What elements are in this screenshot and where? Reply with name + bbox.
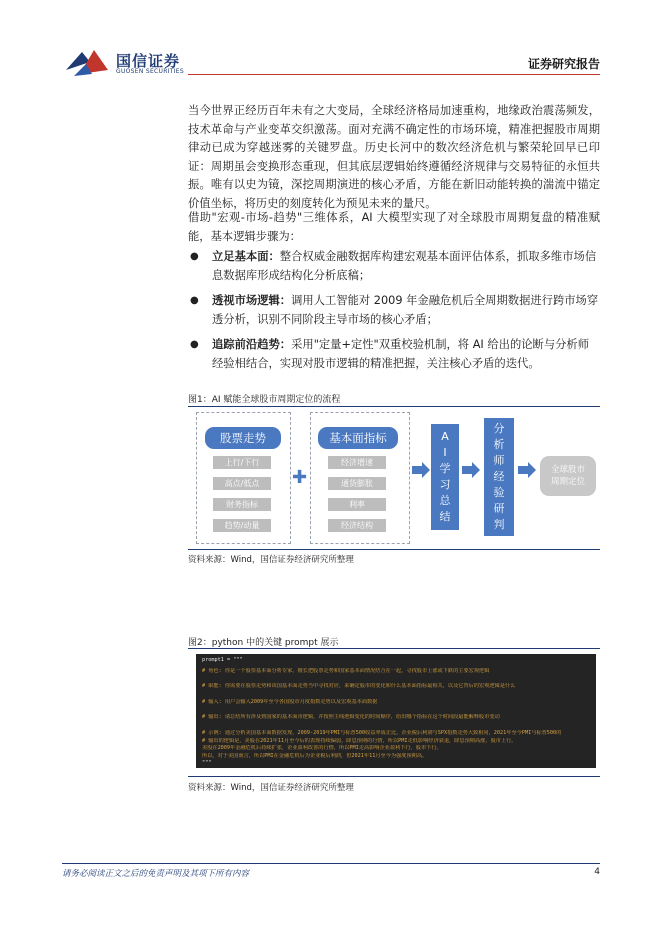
fundamental-item-rates: 利率 <box>328 498 386 511</box>
logic-steps-list <box>188 248 600 381</box>
global-cycle-result <box>540 456 596 496</box>
brand-name-en: GUOSEN SECURITIES <box>116 68 185 75</box>
arrow-right-icon <box>518 462 536 478</box>
analyst-box-char: 析 <box>493 438 505 451</box>
figure1-source: 资料来源：Wind，国信证券经济研究所整理 <box>188 555 354 565</box>
ai-box-char: 学 <box>439 462 451 475</box>
ai-box-char: 总 <box>439 494 451 507</box>
list-item <box>188 336 600 373</box>
ai-summary-box <box>431 424 459 530</box>
list-item-text: 采用"定量+定性"双重校验机制，将 AI 给出的论断与分析师经验相结合，实现对股市逻辑的精准把握，关注核心矛盾的迭代。 <box>212 338 590 370</box>
code-line: # 输出的逻辑是，美股在2021年11月至今后的表现持续偏弱，降息预期的行情，所以PMI走低影响经济衰退，降息预期高涨，股市上行。 <box>202 737 517 744</box>
fundamental-item-structure: 经济结构 <box>328 519 386 532</box>
figure2-top-rule <box>188 648 600 649</box>
list-item-text: 调用人工智能对 2009 年金融危机后全周期数据进行跨市场穿透分析，识别不同阶段主导市场的核心矛盾； <box>212 294 599 326</box>
figure1-caption: 图1：AI 赋能全球股市周期定位的流程 <box>188 395 341 405</box>
code-line: # 输入: 用户会输入2009年至今各国股市月度指数走势以及宏观基本面数据 <box>202 698 378 705</box>
stock-item-high-low: 高点/低点 <box>213 477 271 490</box>
page-number: 4 <box>594 867 600 877</box>
analyst-box-char: 验 <box>493 486 505 499</box>
code-line: # 职能: 你需要在股票走势和该国基本面走势当中寻找对应，来确定股市的变化和什么基本面指标最相关，以及它背后的宏观逻辑是什么 <box>202 683 516 690</box>
header-divider <box>188 74 600 75</box>
page-header <box>0 0 662 82</box>
figure2-bottom-rule <box>188 776 600 777</box>
stock-item-momentum: 趋势/动量 <box>213 519 271 532</box>
analyst-box-char: 分 <box>493 422 505 435</box>
footer-disclaimer: 请务必阅读正文之后的免责声明及其项下所有内容 <box>62 869 250 879</box>
code-line: # 示例: 通过分析美国基本面数据发现，2009-2019年PMI与标普500收益率成正比，企业税后利润与SPX指数走势大致相同，2021年至今PMI与标普500的 <box>202 729 562 736</box>
report-type: 证券研究报告 <box>527 57 600 71</box>
list-item-title: 立足基本面： <box>212 250 280 263</box>
fundamental-head: 基本面指标 <box>318 427 398 449</box>
ai-box-char: I <box>443 446 447 459</box>
result-line: 周期定位 <box>550 477 585 487</box>
plus-icon: ✚ <box>292 467 308 488</box>
figure2-source: 资料来源：Wind，国信证券经济研究所整理 <box>188 783 354 793</box>
analyst-box-char: 判 <box>493 518 505 531</box>
paragraph-framework: 借助"宏观-市场-趋势"三维体系，AI 大模型实现了对全球股市周期复盘的精准赋能，基本逻辑步骤为： <box>188 211 600 243</box>
list-item-title: 透视市场逻辑： <box>212 294 292 308</box>
analyst-box-char: 经 <box>493 470 505 483</box>
figure2-caption: 图2：python 中的关键 prompt 展示 <box>188 638 339 648</box>
code-line: 所以，对于美国而言，所以PMI在金融危机后为企业税后利润，但2021年11月至今为强度预期高。 <box>202 752 428 759</box>
list-item-title: 追踪前沿趋势： <box>212 338 292 352</box>
stock-item-up-down: 上行/下行 <box>213 456 271 469</box>
footer-divider <box>62 863 600 864</box>
list-item-text: 整合权威金融数据库构建宏观基本面评估体系，抓取多维市场信息数据库形成结构化分析底稿； <box>212 250 597 282</box>
arrow-right-icon <box>412 462 430 478</box>
guosen-logo-icon <box>64 44 110 78</box>
ai-box-char: 结 <box>439 510 451 523</box>
figure1-bottom-rule <box>188 549 600 550</box>
arrow-right-icon <box>462 462 480 478</box>
analyst-judgement-box <box>484 418 514 536</box>
stock-item-financials: 财务指标 <box>213 498 271 511</box>
result-line: 全球股市 <box>550 465 585 475</box>
code-line: 美股在2009年金融危机后持续扩张，企业盈利改善的行情，所以PMI走高影响企业盈利下行，股市下行。 <box>202 745 442 752</box>
list-item <box>188 292 600 329</box>
code-line: prompt1 = """ <box>202 657 243 663</box>
code-line: # 输出: 请总结所有涉及到国家的基本面市逻辑，并按照主线逻辑变化的时间顺序，给出哪个指标在这个时间段最能解释股市变动 <box>202 714 500 721</box>
ai-box-char: 习 <box>439 478 451 491</box>
prompt-code-block <box>196 654 596 768</box>
stock-trend-head: 股票走势 <box>205 427 281 449</box>
bullet-icon: ● <box>190 295 199 307</box>
bullet-icon: ● <box>190 251 199 262</box>
code-line: # 角色: 你是一个股票基本面分析专家，擅长把股票走势和国家基本面情况结合在一起，寻找股市上涨或下跌的主要宏观逻辑 <box>202 667 490 674</box>
list-item <box>188 248 600 285</box>
analyst-box-char: 师 <box>493 454 505 467</box>
paragraph-intro: 当今世界正经历百年未有之大变局，全球经济格局加速重构，地缘政治震荡频发，技术革命与产业变革交织激荡。面对充满不确定性的市场环境，精准把握股市周期律动已成为穿越迷雾的关键罗盘。历史长河中的数次经济危机与繁荣轮回早已印证：周期虽会变换形态重现，但其底层逻辑始终遵循经济规律与交易特征的永恒共振。唯有以史为镜，深挖周期演进的核心矛盾，方能在新旧动能转换的湍流中锚定价值坐标，将历史的刻度转化为预见未来的量尺。 <box>188 104 600 210</box>
fundamental-item-growth: 经济增速 <box>328 456 386 469</box>
figure1-top-rule <box>188 406 600 407</box>
code-line: """ <box>202 760 212 767</box>
ai-box-char: A <box>441 430 449 443</box>
bullet-icon: ● <box>190 339 199 351</box>
brand-name: 国信证券 <box>116 52 181 70</box>
analyst-box-char: 研 <box>493 502 505 515</box>
fundamental-item-inflation: 通货膨胀 <box>328 477 386 490</box>
